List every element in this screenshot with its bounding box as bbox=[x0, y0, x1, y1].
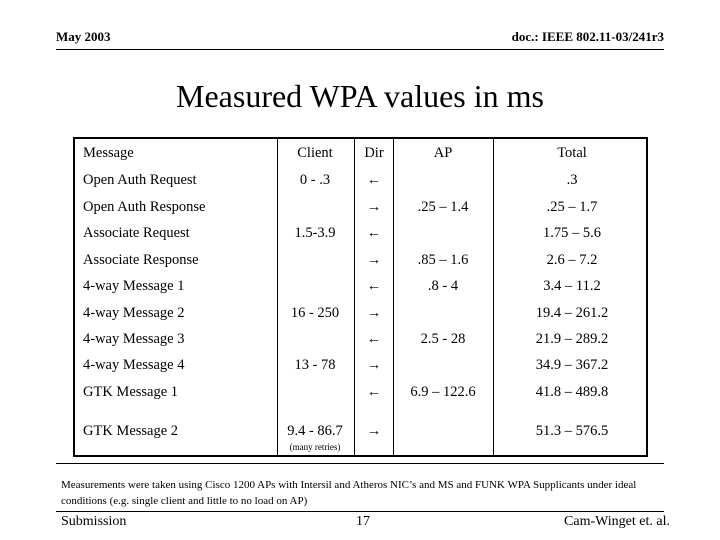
client-note: (many retries) bbox=[289, 442, 341, 452]
message-cell: Open Auth Response bbox=[83, 199, 206, 215]
direction-arrow: → bbox=[366, 252, 382, 268]
client-cell: 0 - .3 bbox=[299, 172, 331, 188]
column-divider bbox=[354, 139, 355, 455]
client-cell: 13 - 78 bbox=[294, 357, 336, 373]
message-cell: 4-way Message 1 bbox=[83, 278, 185, 294]
header-rule bbox=[56, 49, 664, 50]
message-cell: Associate Request bbox=[83, 225, 190, 241]
direction-arrow: ← bbox=[366, 172, 382, 188]
client-cell: 16 - 250 bbox=[290, 305, 340, 321]
total-cell: 2.6 – 7.2 bbox=[546, 252, 598, 268]
ap-cell: 2.5 - 28 bbox=[420, 331, 466, 347]
footer-author: Cam-Winget et. al. bbox=[564, 514, 670, 529]
message-cell: GTK Message 1 bbox=[83, 384, 179, 400]
total-cell: .25 – 1.7 bbox=[546, 199, 598, 215]
ap-cell: .85 – 1.6 bbox=[417, 252, 469, 268]
column-divider bbox=[393, 139, 394, 455]
total-cell: 1.75 – 5.6 bbox=[543, 225, 601, 241]
column-divider bbox=[277, 139, 278, 455]
total-cell: 3.4 – 11.2 bbox=[543, 278, 601, 294]
column-header-dir: Dir bbox=[364, 145, 384, 161]
ap-cell: 6.9 – 122.6 bbox=[410, 384, 476, 400]
column-divider bbox=[493, 139, 494, 455]
client-cell: 9.4 - 86.7 bbox=[287, 423, 343, 439]
message-cell: Open Auth Request bbox=[83, 172, 197, 188]
ap-cell: .8 - 4 bbox=[427, 278, 459, 294]
total-cell: 19.4 – 261.2 bbox=[535, 305, 609, 321]
direction-arrow: → bbox=[366, 199, 382, 215]
message-cell: Associate Response bbox=[83, 252, 199, 268]
column-header-message: Message bbox=[83, 145, 134, 161]
header-doc-id: doc.: IEEE 802.11-03/241r3 bbox=[511, 29, 664, 44]
slide-title: Measured WPA values in ms bbox=[176, 78, 544, 114]
footnote-rule bbox=[56, 463, 664, 464]
column-header-ap: AP bbox=[433, 145, 453, 161]
header-date: May 2003 bbox=[56, 29, 111, 44]
ap-cell: .25 – 1.4 bbox=[417, 199, 469, 215]
message-cell: 4-way Message 2 bbox=[83, 305, 185, 321]
message-cell: GTK Message 2 bbox=[83, 423, 179, 439]
message-cell: 4-way Message 4 bbox=[83, 357, 185, 373]
direction-arrow: ← bbox=[366, 331, 382, 347]
wpa-table bbox=[73, 137, 648, 457]
total-cell: 41.8 – 489.8 bbox=[535, 384, 609, 400]
total-cell: 21.9 – 289.2 bbox=[535, 331, 609, 347]
footer-page-number: 17 bbox=[356, 514, 370, 529]
total-cell: 51.3 – 576.5 bbox=[535, 423, 609, 439]
direction-arrow: → bbox=[366, 423, 382, 439]
direction-arrow: ← bbox=[366, 384, 382, 400]
direction-arrow: ← bbox=[366, 225, 382, 241]
direction-arrow: → bbox=[366, 357, 382, 373]
total-cell: 34.9 – 367.2 bbox=[535, 357, 609, 373]
column-header-total: Total bbox=[557, 145, 587, 161]
footer-rule bbox=[56, 511, 664, 512]
direction-arrow: ← bbox=[366, 278, 382, 294]
footer-submission: Submission bbox=[61, 514, 127, 529]
column-header-client: Client bbox=[297, 145, 333, 161]
direction-arrow: → bbox=[366, 305, 382, 321]
client-cell: 1.5-3.9 bbox=[294, 225, 336, 241]
total-cell: .3 bbox=[566, 172, 578, 188]
message-cell: 4-way Message 3 bbox=[83, 331, 185, 347]
footnote: Measurements were taken using Cisco 1200 APs with Intersil and Atheros NIC’s and MS and FUNK WPA Supplicants under ideal conditions (e.g. single client and little to no load on AP) bbox=[61, 479, 637, 507]
